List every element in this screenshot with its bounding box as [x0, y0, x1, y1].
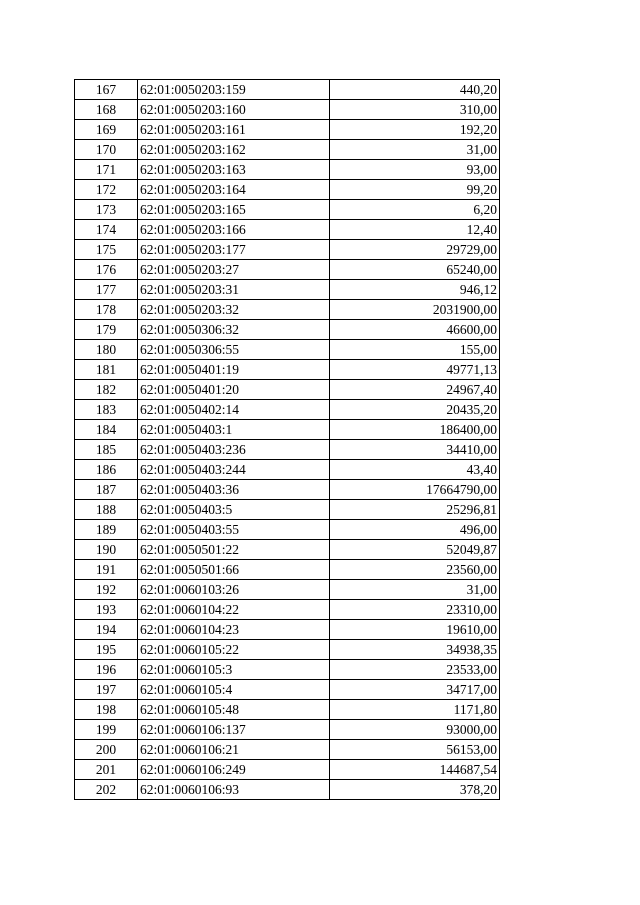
table-row — [75, 760, 500, 780]
cadastral-number-cell: 62:01:0050401:19 — [138, 360, 330, 380]
table-row — [75, 640, 500, 660]
area-value-cell: 378,20 — [330, 780, 500, 800]
area-value-cell: 12,40 — [330, 220, 500, 240]
cadastral-number-cell: 62:01:0060104:23 — [138, 620, 330, 640]
row-number-cell: 185 — [75, 440, 138, 460]
table-row — [75, 400, 500, 420]
cadastral-number-cell: 62:01:0050401:20 — [138, 380, 330, 400]
cadastral-number-cell: 62:01:0050402:14 — [138, 400, 330, 420]
cadastral-number-cell: 62:01:0060105:4 — [138, 680, 330, 700]
table-row — [75, 540, 500, 560]
table-row — [75, 480, 500, 500]
cadastral-number-cell: 62:01:0050203:159 — [138, 80, 330, 100]
table-row — [75, 220, 500, 240]
cadastral-number-cell: 62:01:0050501:22 — [138, 540, 330, 560]
row-number-cell: 174 — [75, 220, 138, 240]
table-row — [75, 460, 500, 480]
row-number-cell: 180 — [75, 340, 138, 360]
cadastral-number-cell: 62:01:0060106:93 — [138, 780, 330, 800]
cadastral-number-cell: 62:01:0050203:31 — [138, 280, 330, 300]
table-row — [75, 80, 500, 100]
row-number-cell: 189 — [75, 520, 138, 540]
table-row — [75, 140, 500, 160]
area-value-cell: 192,20 — [330, 120, 500, 140]
area-value-cell: 1171,80 — [330, 700, 500, 720]
area-value-cell: 20435,20 — [330, 400, 500, 420]
area-value-cell: 34410,00 — [330, 440, 500, 460]
area-value-cell: 46600,00 — [330, 320, 500, 340]
cadastral-number-cell: 62:01:0050403:5 — [138, 500, 330, 520]
table-body — [75, 80, 500, 800]
row-number-cell: 169 — [75, 120, 138, 140]
area-value-cell: 946,12 — [330, 280, 500, 300]
table-row — [75, 160, 500, 180]
table-row — [75, 600, 500, 620]
cadastral-number-cell: 62:01:0050203:177 — [138, 240, 330, 260]
area-value-cell: 23310,00 — [330, 600, 500, 620]
row-number-cell: 202 — [75, 780, 138, 800]
cadastral-number-cell: 62:01:0050203:163 — [138, 160, 330, 180]
area-value-cell: 43,40 — [330, 460, 500, 480]
table-row — [75, 520, 500, 540]
cadastral-number-cell: 62:01:0050306:32 — [138, 320, 330, 340]
row-number-cell: 194 — [75, 620, 138, 640]
table-row — [75, 240, 500, 260]
area-value-cell: 56153,00 — [330, 740, 500, 760]
cadastral-number-cell: 62:01:0060106:137 — [138, 720, 330, 740]
row-number-cell: 197 — [75, 680, 138, 700]
cadastral-number-cell: 62:01:0050203:32 — [138, 300, 330, 320]
area-value-cell: 93000,00 — [330, 720, 500, 740]
area-value-cell: 6,20 — [330, 200, 500, 220]
row-number-cell: 186 — [75, 460, 138, 480]
cadastral-number-cell: 62:01:0050203:160 — [138, 100, 330, 120]
area-value-cell: 17664790,00 — [330, 480, 500, 500]
area-value-cell: 31,00 — [330, 580, 500, 600]
row-number-cell: 188 — [75, 500, 138, 520]
row-number-cell: 183 — [75, 400, 138, 420]
area-value-cell: 155,00 — [330, 340, 500, 360]
cadastral-number-cell: 62:01:0060106:249 — [138, 760, 330, 780]
area-value-cell: 144687,54 — [330, 760, 500, 780]
area-value-cell: 93,00 — [330, 160, 500, 180]
area-value-cell: 440,20 — [330, 80, 500, 100]
cadastral-number-cell: 62:01:0050403:236 — [138, 440, 330, 460]
row-number-cell: 167 — [75, 80, 138, 100]
table-row — [75, 720, 500, 740]
cadastral-number-cell: 62:01:0060103:26 — [138, 580, 330, 600]
area-value-cell: 496,00 — [330, 520, 500, 540]
table-row — [75, 580, 500, 600]
cadastral-number-cell: 62:01:0060105:3 — [138, 660, 330, 680]
row-number-cell: 192 — [75, 580, 138, 600]
area-value-cell: 25296,81 — [330, 500, 500, 520]
table-row — [75, 680, 500, 700]
row-number-cell: 200 — [75, 740, 138, 760]
area-value-cell: 23560,00 — [330, 560, 500, 580]
cadastral-number-cell: 62:01:0050403:244 — [138, 460, 330, 480]
table-row — [75, 120, 500, 140]
table-row — [75, 380, 500, 400]
row-number-cell: 176 — [75, 260, 138, 280]
area-value-cell: 52049,87 — [330, 540, 500, 560]
row-number-cell: 181 — [75, 360, 138, 380]
cadastral-number-cell: 62:01:0050403:36 — [138, 480, 330, 500]
cadastral-number-cell: 62:01:0050203:164 — [138, 180, 330, 200]
row-number-cell: 172 — [75, 180, 138, 200]
row-number-cell: 173 — [75, 200, 138, 220]
cadastral-number-cell: 62:01:0050203:162 — [138, 140, 330, 160]
row-number-cell: 170 — [75, 140, 138, 160]
table-row — [75, 300, 500, 320]
table-row — [75, 100, 500, 120]
row-number-cell: 177 — [75, 280, 138, 300]
cadastral-number-cell: 62:01:0050203:27 — [138, 260, 330, 280]
cadastral-number-cell: 62:01:0060105:48 — [138, 700, 330, 720]
table-row — [75, 780, 500, 800]
cadastral-number-cell: 62:01:0050306:55 — [138, 340, 330, 360]
area-value-cell: 31,00 — [330, 140, 500, 160]
cadastral-number-cell: 62:01:0050203:165 — [138, 200, 330, 220]
table-row — [75, 180, 500, 200]
cadastral-number-cell: 62:01:0060105:22 — [138, 640, 330, 660]
cadastral-number-cell: 62:01:0050203:161 — [138, 120, 330, 140]
cadastral-number-cell: 62:01:0060106:21 — [138, 740, 330, 760]
area-value-cell: 29729,00 — [330, 240, 500, 260]
cadastral-number-cell: 62:01:0050403:1 — [138, 420, 330, 440]
cadastral-table — [74, 79, 500, 800]
row-number-cell: 168 — [75, 100, 138, 120]
area-value-cell: 65240,00 — [330, 260, 500, 280]
area-value-cell: 186400,00 — [330, 420, 500, 440]
table-row — [75, 280, 500, 300]
row-number-cell: 193 — [75, 600, 138, 620]
cadastral-number-cell: 62:01:0050403:55 — [138, 520, 330, 540]
row-number-cell: 191 — [75, 560, 138, 580]
area-value-cell: 49771,13 — [330, 360, 500, 380]
row-number-cell: 175 — [75, 240, 138, 260]
table-row — [75, 320, 500, 340]
row-number-cell: 198 — [75, 700, 138, 720]
row-number-cell: 179 — [75, 320, 138, 340]
table-row — [75, 200, 500, 220]
area-value-cell: 23533,00 — [330, 660, 500, 680]
row-number-cell: 187 — [75, 480, 138, 500]
area-value-cell: 24967,40 — [330, 380, 500, 400]
row-number-cell: 182 — [75, 380, 138, 400]
table-row — [75, 620, 500, 640]
row-number-cell: 171 — [75, 160, 138, 180]
table-row — [75, 700, 500, 720]
row-number-cell: 196 — [75, 660, 138, 680]
table-row — [75, 500, 500, 520]
area-value-cell: 2031900,00 — [330, 300, 500, 320]
table-row — [75, 560, 500, 580]
row-number-cell: 195 — [75, 640, 138, 660]
table-row — [75, 340, 500, 360]
table-row — [75, 440, 500, 460]
row-number-cell: 178 — [75, 300, 138, 320]
cadastral-number-cell: 62:01:0050501:66 — [138, 560, 330, 580]
table-row — [75, 420, 500, 440]
area-value-cell: 34717,00 — [330, 680, 500, 700]
area-value-cell: 310,00 — [330, 100, 500, 120]
table-row — [75, 360, 500, 380]
table-row — [75, 660, 500, 680]
row-number-cell: 199 — [75, 720, 138, 740]
row-number-cell: 190 — [75, 540, 138, 560]
row-number-cell: 184 — [75, 420, 138, 440]
cadastral-number-cell: 62:01:0050203:166 — [138, 220, 330, 240]
area-value-cell: 19610,00 — [330, 620, 500, 640]
table-row — [75, 740, 500, 760]
cadastral-number-cell: 62:01:0060104:22 — [138, 600, 330, 620]
area-value-cell: 34938,35 — [330, 640, 500, 660]
area-value-cell: 99,20 — [330, 180, 500, 200]
row-number-cell: 201 — [75, 760, 138, 780]
table-row — [75, 260, 500, 280]
